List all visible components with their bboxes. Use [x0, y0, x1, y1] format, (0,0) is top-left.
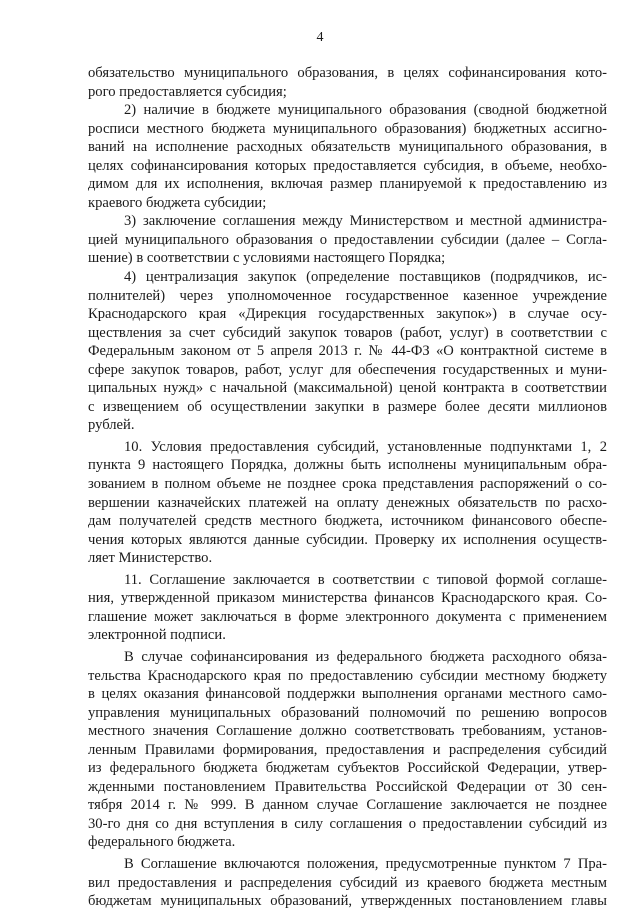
- text-line: ществления за счет субсидий закупок товаров (работ, услуг) в соответствии с: [88, 324, 607, 341]
- text-line: Федеральным законом от 5 апреля 2013 г. № 44-ФЗ «О контрактной системе в: [88, 343, 607, 360]
- text-line: ляет Министерство.: [88, 550, 213, 567]
- text-line: местного значения Соглашение должно соответствовать требованиям, установ-: [88, 723, 607, 740]
- text-line: сфере закупок товаров, работ, услуг для обеспечения государственных и муни-: [88, 361, 607, 378]
- text-line: чения которых являются данные субсидии. Проверку их исполнения осуществ-: [88, 531, 607, 548]
- text-line: вил предоставления и распределения субсидий из краевого бюджета местным: [88, 874, 607, 891]
- text-line: полнителей) через уполномоченное государственное казенное учреждение: [88, 287, 607, 304]
- text-line: ваний на исполнение расходных обязательств муниципального образования, в: [88, 139, 607, 156]
- text-line: управления муниципальных образований полномочий по решению вопросов: [88, 704, 607, 721]
- text-line: дам получателей средств местного бюджета, источником финансового обеспе-: [88, 513, 607, 530]
- text-line: шение) в соответствии с условиями настоящего Порядка;: [88, 250, 446, 267]
- text-line: бюджетам муниципальных образований, утвержденных постановлением главы: [88, 893, 607, 910]
- text-line: электронной подписи.: [88, 627, 226, 644]
- page-number: 4: [316, 30, 324, 45]
- text-line: из федерального бюджета бюджетам субъектов Российской Федерации, утвер-: [88, 760, 607, 777]
- text-line: росписи местного бюджета муниципального образования) бюджетных ассигно-: [88, 120, 607, 137]
- text-line: 30-го дня со дня вступления в силу соглашения о предоставлении субсидий из: [88, 815, 607, 832]
- text-line: 10. Условия предоставления субсидий, установленные подпунктами 1, 2: [124, 438, 607, 455]
- text-line: Краснодарского края «Дирекция государственных закупок») в случае осу-: [88, 306, 607, 323]
- text-line: В случае софинансирования из федерального бюджета расходного обяза-: [124, 648, 607, 665]
- document-body: [88, 64, 607, 911]
- text-line: вершении казначейских платежей на оплату денежных обязательств по расхо-: [88, 494, 607, 511]
- text-line: тельства Краснодарского края по предоставлению субсидии местному бюджету: [88, 667, 607, 684]
- text-line: ципальных нужд» с начальной (максимальной) ценой контракта в соответствии: [88, 380, 607, 397]
- text-line: глашение может заключаться в форме электронного документа с применением: [88, 608, 607, 625]
- text-line: обязательство муниципального образования, в целях софинансирования кото-: [88, 65, 607, 81]
- text-line: 2) наличие в бюджете муниципального образования (сводной бюджетной: [124, 102, 607, 119]
- text-line: пункта 9 настоящего Порядка, должны быть исполнены муниципальным обра-: [88, 457, 607, 474]
- text-line: краевого бюджета субсидии;: [88, 194, 267, 211]
- text-line: 11. Соглашение заключается в соответствии с типовой формой соглаше-: [124, 571, 607, 588]
- text-line: зованием в полном объеме не позднее срока представления распоряжений о со-: [88, 476, 607, 493]
- text-line: с извещением об осуществлении закупки в размере более десяти миллионов: [88, 398, 607, 415]
- text-line: 4) централизация закупок (определение поставщиков (подрядчиков, ис-: [124, 269, 607, 286]
- text-line: ния, утвержденной приказом министерства финансов Краснодарского края. Со-: [88, 590, 607, 607]
- text-line: целях софинансирования которых предоставляется субсидия, в объеме, необхо-: [88, 157, 607, 174]
- text-line: ленным Правилами формирования, предоставления и распределения субсидий: [88, 741, 607, 758]
- text-line: в целях оказания финансовой поддержки выполнения органами местного само-: [88, 686, 607, 703]
- text-line: В Соглашение включаются положения, предусмотренные пунктом 7 Пра-: [124, 855, 607, 872]
- text-line: димом для их исполнения, включая размер планируемой к предоставлению из: [88, 176, 607, 193]
- text-line: жденными постановлением Правительства Российской Федерации от 30 сен-: [88, 778, 607, 795]
- text-line: цией муниципального образования о предоставлении субсидии (далее – Согла-: [88, 231, 607, 248]
- text-line: тября 2014 г. № 999. В данном случае Соглашение заключается не позднее: [88, 797, 607, 814]
- text-line: федерального бюджета.: [88, 834, 236, 851]
- text-line: 3) заключение соглашения между Министерством и местной администра-: [124, 213, 607, 230]
- text-line: рублей.: [88, 417, 135, 434]
- text-line: рого предоставляется субсидия;: [88, 83, 287, 100]
